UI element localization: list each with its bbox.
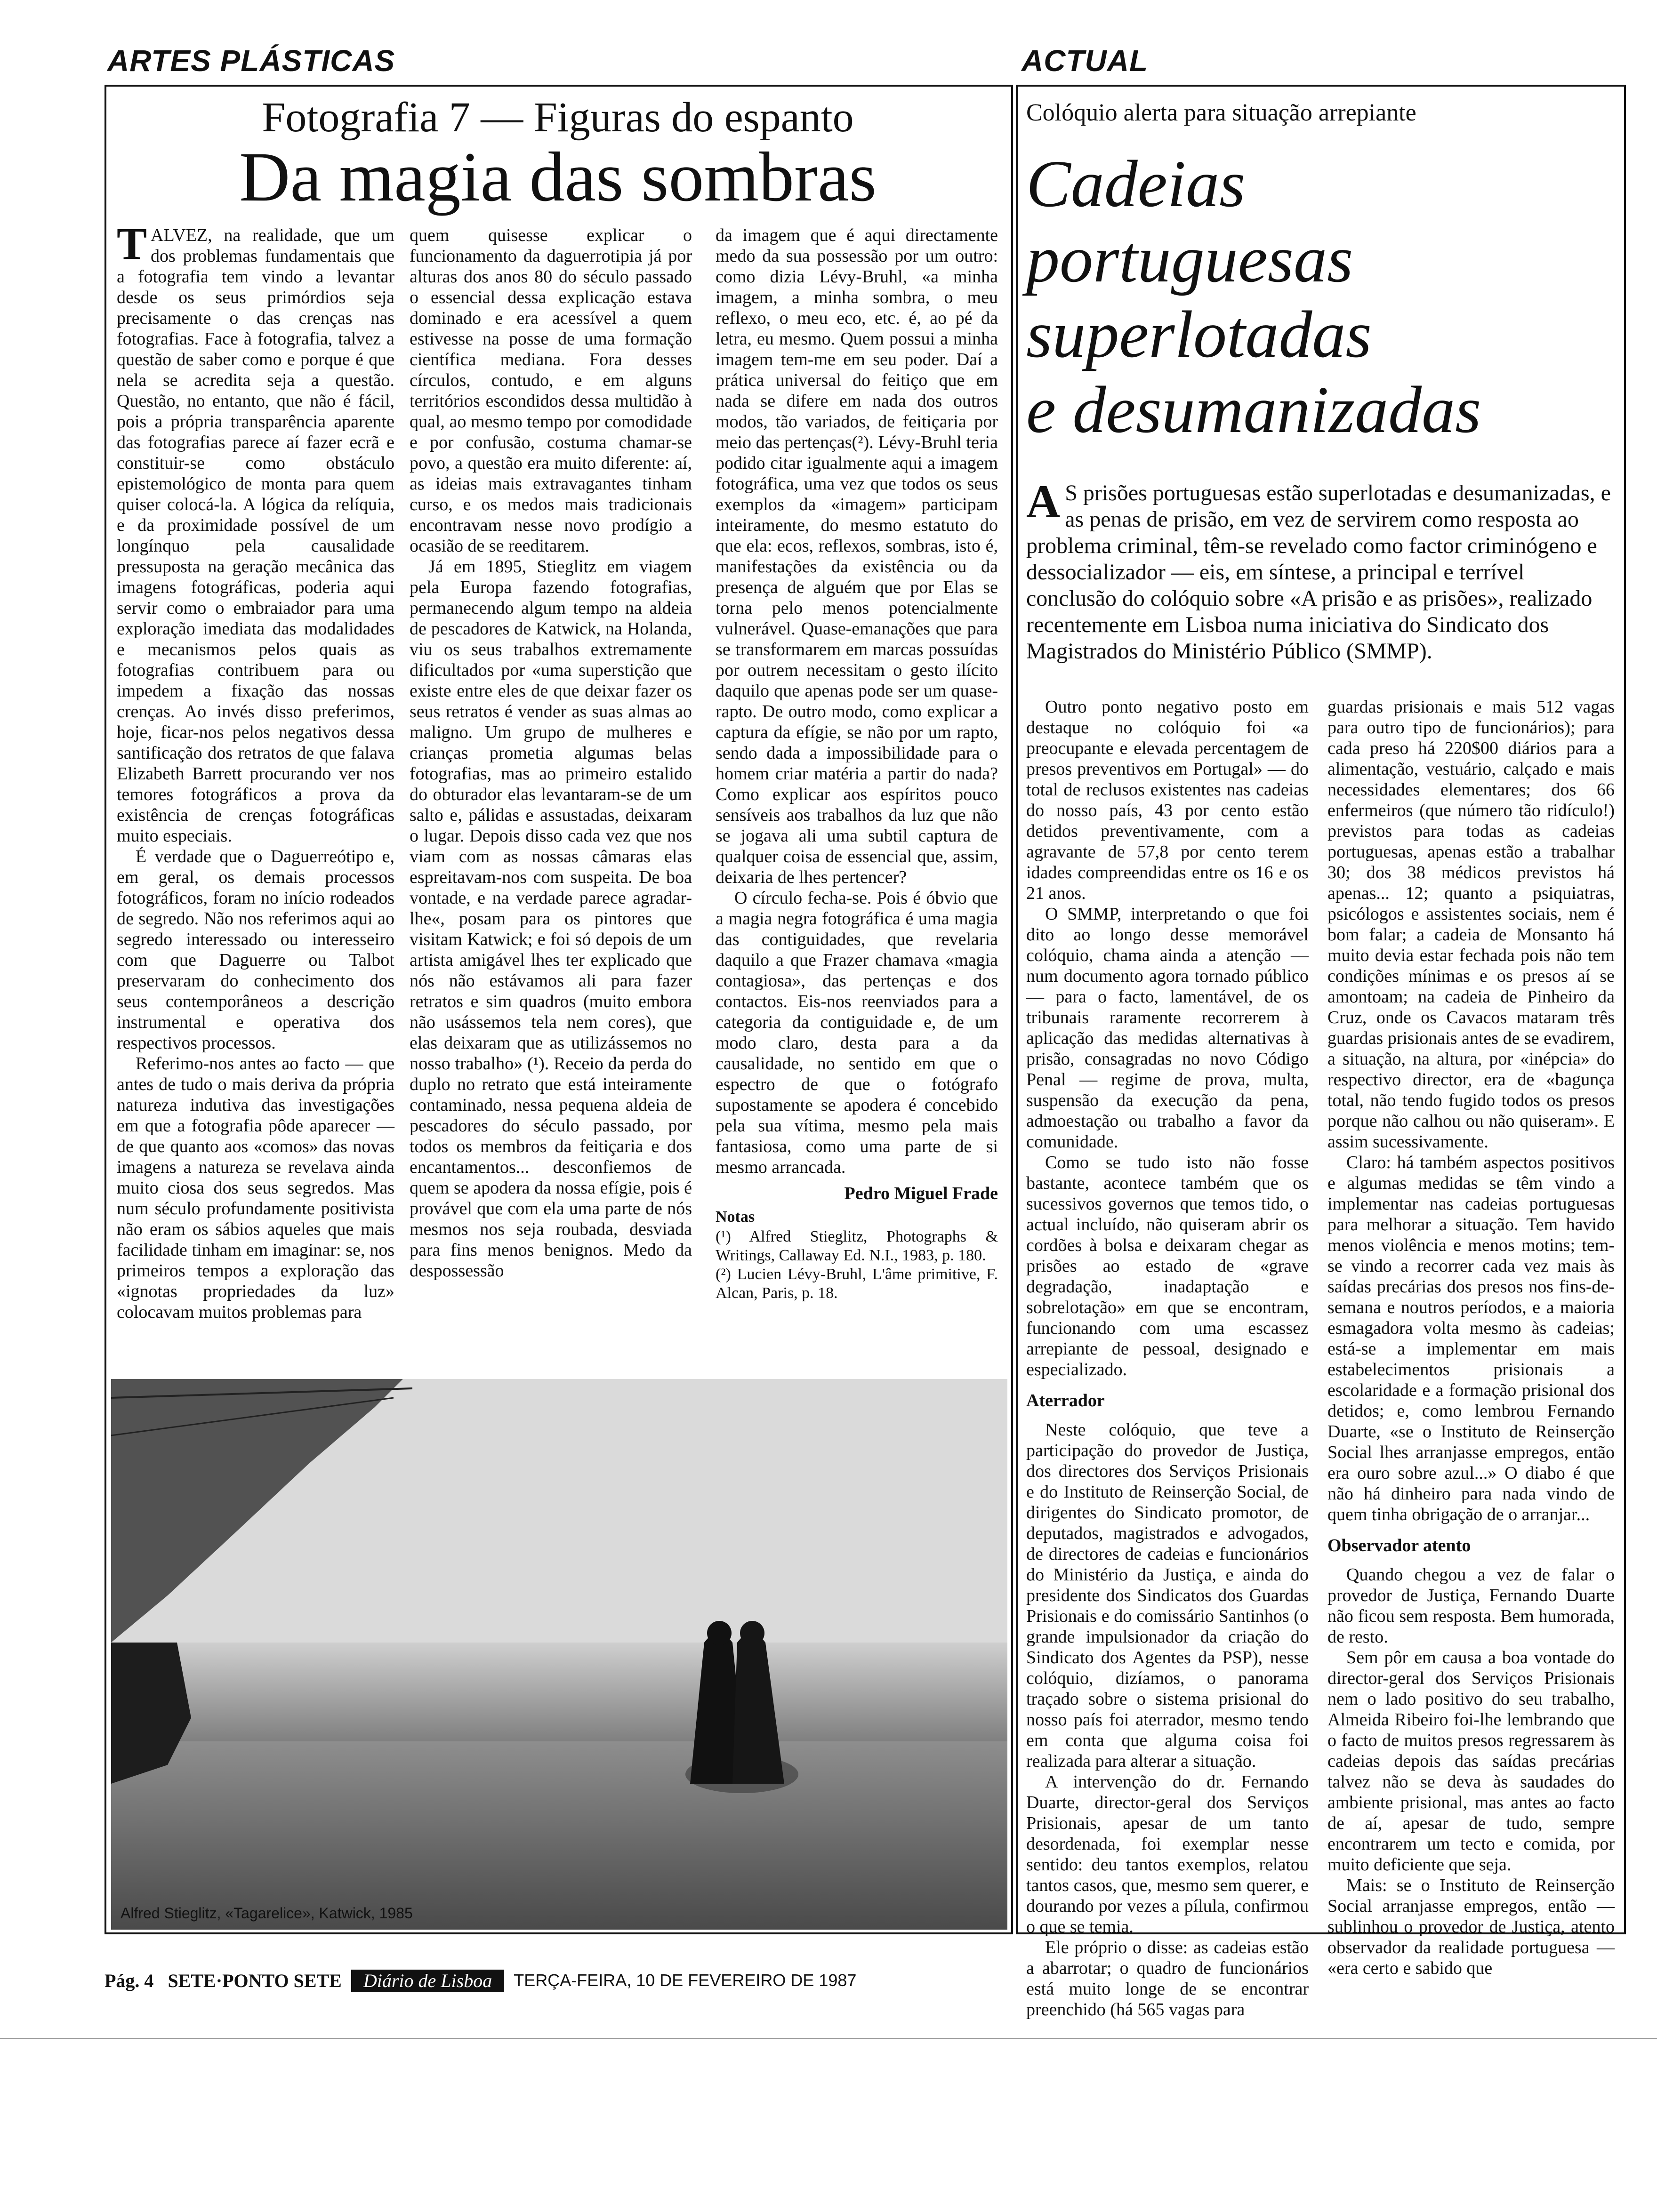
section-label-left: ARTES PLÁSTICAS xyxy=(107,44,395,78)
right-lead: A S prisões portuguesas estão superlotadas e desumanizadas, e as penas de prisão, em vez de servirem como resposta ao problema criminal, têm-se revelado como factor criminógeno e dessocializador — eis, em síntese, a principal e terrível conclusão do colóquio sobre «A prisão e as prisões», realizado recentemente em Lisboa numa iniciativa do Sindicato dos Magistrados do Ministério Público (SMMP). xyxy=(1026,475,1611,664)
photo-caption: Alfred Stieglitz, «Tagarelice», Katwick, 1985 xyxy=(121,1905,413,1922)
right-column-1 xyxy=(1026,697,1309,2020)
paragraph: Claro: há também aspectos positivos e algumas medidas se têm vindo a implementar nas cadeias portuguesas para melhorar a situação. Tem havido menos violência e menos motins; tem-se vindo a recorrer cada vez mais às saídas precárias dos presos nos fins-de-semana e noutros períodos, e a maioria esmagadora volta mesmo às cadeias; está-se a implementar em mais estabelecimentos prisionais a escolaridade e a formação prisional dos detidos; e, como lembrou Fernando Duarte, «se o Instituto de Reinserção Social lhes arranjasse empregos, então era ouro sobre azul...» O diabo é que não há dinheiro para nada vindo de quem tinha obrigação de o arranjar... xyxy=(1327,1153,1615,1524)
paragraph: Outro ponto negativo posto em destaque no colóquio foi «a preocupante e elevada percentagem de presos preventivos em Portugal» — do total de reclusos existentes nas cadeias do nosso país, 43 por cento estão detidos preventivamente, com a agravante de 57,8 por cento terem idades compreendidas entre os 16 e os 21 anos. xyxy=(1026,697,1309,903)
drop-cap: A xyxy=(1026,475,1061,528)
paragraph: Ele próprio o disse: as cadeias estão a abarrotar; o quadro de funcionários está muito longe de se encontrar preenchido (há 565 vagas para xyxy=(1026,1938,1309,2020)
left-column-2 xyxy=(410,225,692,1281)
subhead-observador: Observador atento xyxy=(1327,1536,1471,1555)
newspaper-masthead: Diário de Lisboa xyxy=(351,1970,504,1992)
paragraph: Como se tudo isto não fosse bastante, acontece também que os sucessivos governos que temos tido, o actual incluído, não quiseram abrir os cordões à bolsa e deixaram chegar as prisões ao estado de «grave degradação, inadaptação e sobrelotação» em que se encontram, funcionando com uma escassez arrepiante de pessoal, designado e especializado. xyxy=(1026,1153,1309,1379)
photo-illustration xyxy=(111,1379,1007,1930)
issue-date: TERÇA-FEIRA, 10 DE FEVEREIRO DE 1987 xyxy=(514,1971,857,1990)
paragraph: A intervenção do dr. Fernando Duarte, director-geral dos Serviços Prisionais, apesar de um tanto desordenada, foi exemplar nesse sentido: deu tantos exemplos, relatou tantos casos, que, mesmo sem querer, e dourando por vezes a pílula, confirmou o que se temia. xyxy=(1026,1772,1309,1937)
headline-line: superlotadas xyxy=(1026,297,1372,371)
paragraph: da imagem que é aqui directamente medo da sua possessão por um outro: como dizia Lévy-Bruhl, «a minha imagem, a minha sombra, o meu reflexo, o meu eco, etc. é, ao pé da letra, eu mesmo. Quem possui a minha imagem tem-me em seu poder. Daí a prática universal do feitiço que em nada se difere em nada dos outros modos, tão variados, de feitiçaria por meio das pertenças(²). Lévy-Bruhl teria podido citar igualmente aqui a imagem fotográfica, uma vez que todos os seus exemplos da «imagem» participam inteiramente, do mesmo estatuto do que ela: ecos, reflexos, sombras, isto é, manifestações da existência ou da presença de alguém que por Elas se torna pelo menos potencialmente vulnerável. Quase-emanações que para se transformarem em marcas possuídas por outrem necessitam o gesto ilícito daquilo que apenas pode ser um quase-rapto. De outro modo, como explicar a captura da efígie, se não por um rapto, sendo dada a impossibilidade para o homem criar matéria a partir do nada? Como explicar aos espíritos pouco sensíveis aos trabalhos da luz que não se jogava ali uma subtil captura de qualquer coisa de essencial que, assim, deixaria de lhes pertencer? xyxy=(716,225,998,887)
right-headline xyxy=(1026,146,1619,447)
page-number: Pág. 4 xyxy=(105,1970,154,1991)
left-headline: Da magia das sombras xyxy=(239,138,877,216)
paragraph: É verdade que o Daguerreótipo e, em geral, os demais processos fotográficos, foram no início rodeados de segredo. Não nos referimos aqui ao segredo interessado ou interesseiro com que Daguerre ou Talbot preservaram do conhecimento dos seus contemporâneos a descrição instrumental e operativa dos respectivos processos. xyxy=(117,847,394,1053)
right-column-2 xyxy=(1327,697,1615,1979)
note-1: (¹) Alfred Stieglitz, Photographs & Writings, Callaway Ed. N.I., 1983, p. 180. xyxy=(716,1228,998,1264)
drop-cap: T xyxy=(117,218,147,269)
left-kicker: Fotografia 7 — Figuras do espanto xyxy=(262,94,854,141)
author-signature: Pedro Miguel Frade xyxy=(844,1184,998,1203)
paragraph: quem quisesse explicar o funcionamento da daguerrotipia já por alturas dos anos 80 do século passado o essencial dessa explicação estava dominado e era acessível a quem estivesse na posse de uma formação científica mediana. Fora desses círculos, contudo, e em alguns territórios escondidos dessa multidão à qual, ao mesmo tempo por comodidade e por confusão, costuma chamar-se povo, a questão era muito diferente: aí, as ideias mais extravagantes tinham curso, e os medos mais tradicionais encontravam nesse novo prodígio a ocasião de se reeditarem. xyxy=(410,225,692,556)
photograph-katwick xyxy=(111,1379,1007,1930)
paragraph: TALVEZ, na realidade, que um dos problemas fundamentais que a fotografia tem vindo a levantar desde os seus primórdios seja precisamente o das crenças nas fotografias. Face à fotografia, talvez a questão de saber como e porque é que nela se acredita seja a questão. Questão, no entanto, que não é fácil, pois a própria transparência aparente das fotografias parece aí fazer ecrã e constituir-se como obstáculo epistemológico de monta para quem quiser colocá-la. A lógica da relíquia, e da proximidade possível de um longínquo pela causalidade pressuposta na geração mecânica das imagens fotográficas, poderia aqui servir como o embraiador para uma exploração imediata das modalidades e mecanismos pelos quais as fotografias contribuem para ou impedem a fixação das nossas crenças. Ao invés disso preferimos, hoje, ficar-nos pelos negativos dessa santificação dos retratos de que falava Elizabeth Barrett procurando ver nos temores fotográficos a prova da existência de crenças fotográficas muito especiais. xyxy=(117,218,394,846)
left-column-3 xyxy=(716,225,998,1303)
headline-line: e desumanizadas xyxy=(1026,372,1481,447)
scan-edge-line xyxy=(0,2038,1657,2039)
paragraph: Neste colóquio, que teve a participação do provedor de Justiça, dos directores dos Serviços Prisionais e do Instituto de Reinserção Social, de dirigentes do Sindicato promotor, de deputados, magistrados e advogados, de directores de cadeias e funcionários do Ministério da Justiça, e ainda do presidente dos Sindicatos dos Guardas Prisionais e do comissário Santinhos (o grande impulsionador da criação do Sindicato dos Agentes da PSP), nesse colóquio, dizíamos, o panorama traçado sobre o sistema prisional do nosso país foi aterrador, mesmo tendo em conta que alguma coisa foi realizada para alterar a situação. xyxy=(1026,1420,1309,1771)
paragraph: Sem pôr em causa a boa vontade do director-geral dos Serviços Prisionais nem o lado positivo do seu trabalho, Almeida Ribeiro foi-lhe lembrando que o facto de muitos presos regressarem às cadeias depois das saídas precárias talvez não se deva às saudades do ambiente prisional, mas antes ao facto de aí, apesar de tudo, sempre encontrarem um tecto e comida, por muito deficiente que seja. xyxy=(1327,1648,1615,1875)
notes-title: Notas xyxy=(716,1208,755,1226)
headline-line: Cadeias xyxy=(1026,146,1246,221)
left-column-1 xyxy=(117,218,394,1322)
note-2: (²) Lucien Lévy-Bruhl, L'âme primitive, F. Alcan, Paris, p. 18. xyxy=(716,1266,998,1302)
supplement-name: SETE·PONTO SETE xyxy=(168,1970,342,1991)
right-kicker: Colóquio alerta para situação arrepiante xyxy=(1026,99,1416,126)
paragraph: O SMMP, interpretando o que foi dito ao longo desse memorável colóquio, chama ainda a atenção — num documento agora tornado público — para o facto, lamentável, de os tribunais raramente recorrerem à aplicação das medidas alternativas à prisão, consagradas no novo Código Penal — regime de prova, multa, suspensão da execução da pena, admoestação ou trabalho a favor da comunidade. xyxy=(1026,904,1309,1152)
subhead-aterrador: Aterrador xyxy=(1026,1391,1105,1411)
paragraph: guardas prisionais e mais 512 vagas para outro tipo de funcionários); para cada preso há 220$00 diários para a alimentação, vestuário, calçado e mais necessidades elementares; dos 66 enfermeiros (que número tão ridículo!) previstos para todas as cadeias portuguesas, apenas estão a trabalhar 30; dos 38 médicos previstos há apenas... 12; quanto a psiquiatras, psicólogos e assistentes sociais, nem é bom falar; a cadeia de Monsanto há muito devia estar fechada pois não tem condições mínimas e os presos aí se amontoam; na cadeia de Pinheiro da Cruz, onde os Cavacos mataram três guardas prisionais antes de se evadirem, a situação, na altura, por «inépcia» do respectivo director, era de «bagunça total, não tendo fugido todos os presos porque não calhou ou não quiseram». E assim sucessivamente. xyxy=(1327,697,1615,1152)
paragraph: O círculo fecha-se. Pois é óbvio que a magia negra fotográfica é uma magia das contiguidades, que revelaria daquilo a que Frazer chamava «magia contagiosa», das pertenças e dos contactos. Eis-nos reenviados para a categoria da contiguidade e, de um modo claro, desta para a da causalidade, no sentido em que o espectro de que o fotógrafo supostamente se apodera é concebido pela sua vítima, mesmo pela mais fantasiosa, como uma parte de si mesmo arrancada. xyxy=(716,888,998,1177)
paragraph: Quando chegou a vez de falar o provedor de Justiça, Fernando Duarte não ficou sem resposta. Bem humorada, de resto. xyxy=(1327,1565,1615,1647)
page-footer xyxy=(105,1967,1626,1994)
headline-line: portuguesas xyxy=(1026,222,1353,296)
section-label-right: ACTUAL xyxy=(1022,44,1149,78)
paragraph: Já em 1895, Stieglitz em viagem pela Europa fazendo fotografias, permanecendo algum tempo na aldeia de pescadores de Katwick, na Holanda, viu os seus trabalhos extremamente dificultados por «uma superstição que existe entre eles de que deixar fazer os seus retratos é vender as suas almas ao maligno. Um grupo de mulheres e crianças prometia algumas belas fotografias, mas ao primeiro estalido do obturador elas levantaram-se de um salto e, pálidas e assustadas, deixaram o lugar. Depois disso cada vez que nos viam com as nossas câmaras elas espreitavam-nos com suspeita. De boa vontade, e na verdade parece agradar-lhe«, posam para os pintores que visitam Katwick; e foi só depois de um artista amigável lhes ter explicado que nós não estávamos ali para fazer retratos e sim quadros (muito embora não usássemos tela nem cores), que elas deixaram que as utilizássemos no nosso trabalho» (¹). Receio da perda do duplo no retrato que está inteiramente contaminado, nessa pequena aldeia de pescadores do século passado, por todos os membros da feitiçaria e dos encantamentos... desconfiemos de quem se apodera da nossa efígie, pois é provável que com ela uma parte de nós mesmos nos seja roubada, desviada para fins menos benignos. Medo da despossessão xyxy=(410,557,692,1281)
paragraph: Referimo-nos antes ao facto — que antes de tudo o mais deriva da própria natureza indutiva das investigações em que a fotografia pôde aparecer — de que quanto aos «comos» das novas imagens a natureza se revelava ainda muito ciosa dos seus segredos. Mas num século profundamente positivista não eram os sábios aqueles que mais facilidade tinham em imaginar: se, nos primeiros tempos a exploração das «ignotas propriedades da luz» colocavam muitos problemas para xyxy=(117,1054,394,1322)
paragraph: Mais: se o Instituto de Reinserção Social arranjasse empregos, então — sublinhou o provedor de Justiça, atento observador da realidade portuguesa — «era certo e sabido que xyxy=(1327,1875,1615,1978)
